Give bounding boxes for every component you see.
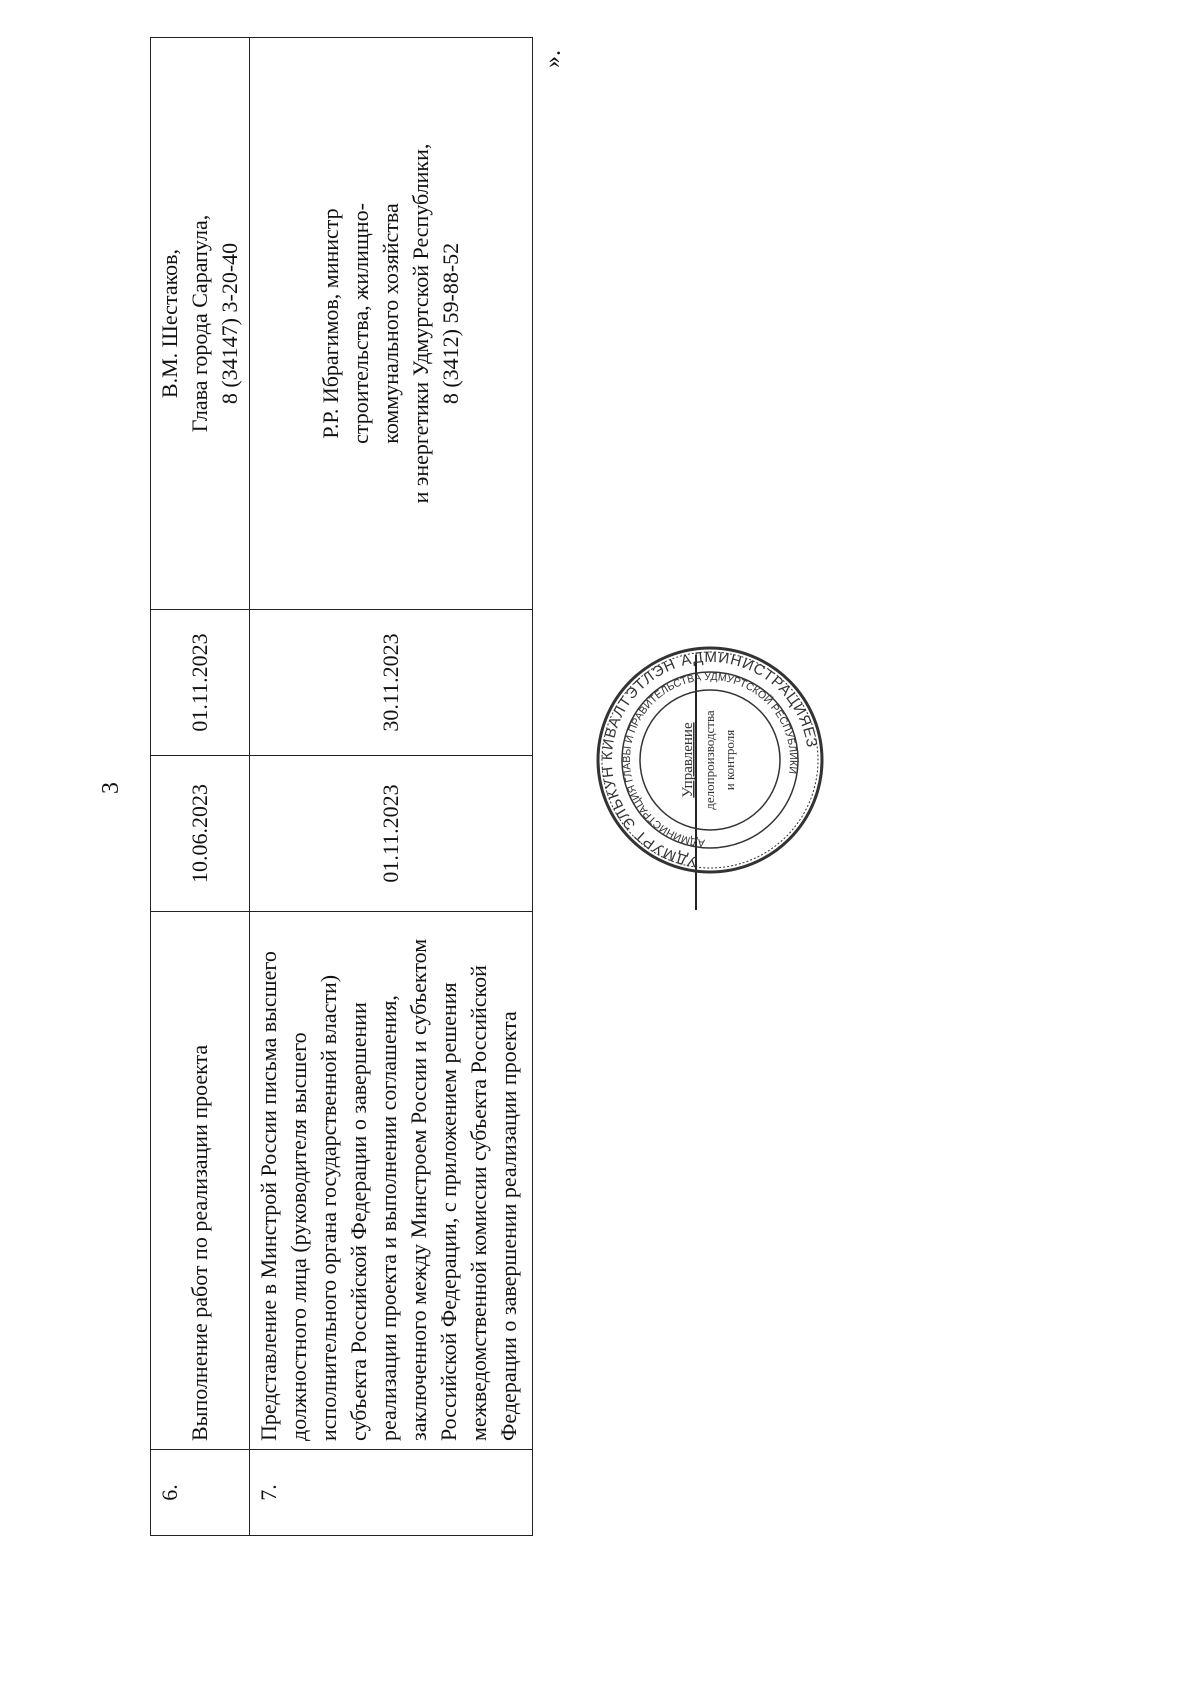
closing-quote: ». bbox=[540, 50, 566, 68]
start-date-cell bbox=[250, 756, 533, 912]
responsible-line: Р.Р. Ибрагимов, министр bbox=[318, 208, 343, 439]
task-cell bbox=[151, 912, 250, 1450]
task-line: Представление в Минстрой России письма высшего bbox=[256, 951, 281, 1441]
task-line: Российской Федерации, с приложением решения bbox=[436, 982, 461, 1441]
task-cell bbox=[250, 912, 533, 1450]
stamp-center-line: и контроля bbox=[722, 729, 737, 791]
task-line: должностного лица (руководителя высшего bbox=[286, 1032, 311, 1441]
stamp-outer-text: УДМУРТ ЭЛЬКУН КИВАЛТЭТЛЭН АДМИНИСТРАЦИЯЕЗ bbox=[598, 648, 821, 871]
official-stamp bbox=[590, 640, 830, 880]
responsible-line: 8 (3412) 59-88-52 bbox=[438, 242, 463, 405]
task-line: межведомственной комиссии субъекта Российской bbox=[466, 965, 491, 1441]
stamp-inner-text: АДМИНИСТРАЦИЯ ГЛАВЫ И ПРАВИТЕЛЬСТВА УДМУРТСКОЙ РЕСПУБЛИКИ bbox=[620, 670, 800, 849]
responsible-line: 8 (34147) 3-20-40 bbox=[217, 242, 242, 405]
start-date: 01.11.2023 bbox=[378, 784, 403, 883]
responsible-cell bbox=[151, 38, 250, 610]
end-date: 01.11.2023 bbox=[187, 633, 212, 732]
responsible-line: строительства, жилищно- bbox=[348, 203, 373, 444]
schedule-table-rotated bbox=[150, 38, 521, 1536]
task-text: Выполнение работ по реализации проекта bbox=[187, 1044, 212, 1441]
end-date-cell bbox=[250, 610, 533, 756]
responsible-line: и энергетики Удмуртской Республики, bbox=[408, 143, 433, 504]
task-line: Федерации о завершении реализации проекта bbox=[496, 1011, 521, 1441]
row-number-cell bbox=[250, 1450, 533, 1536]
end-date-cell bbox=[151, 610, 250, 756]
row-number: 6. bbox=[157, 1484, 182, 1501]
row-number: 7. bbox=[256, 1484, 281, 1501]
schedule-table bbox=[150, 37, 533, 1536]
table-row bbox=[151, 38, 250, 1536]
table-row bbox=[250, 38, 533, 1536]
stamp-center-line: делопроизводства bbox=[702, 710, 717, 810]
row-number-cell bbox=[151, 1450, 250, 1536]
start-date-cell bbox=[151, 756, 250, 912]
end-date: 30.11.2023 bbox=[378, 633, 403, 732]
page-number: 3 bbox=[98, 782, 124, 794]
task-line: заключенного между Минстроем России и субъектом bbox=[406, 938, 431, 1441]
task-line: реализации проекта и выполнении соглашения, bbox=[376, 995, 401, 1441]
responsible-cell bbox=[250, 38, 533, 610]
responsible-line: Глава города Сарапула, bbox=[187, 214, 212, 433]
responsible-line: В.М. Шестаков, bbox=[157, 248, 182, 399]
task-line: исполнительного органа государственной власти) bbox=[316, 974, 341, 1441]
start-date: 10.06.2023 bbox=[187, 784, 212, 883]
responsible-line: коммунального хозяйства bbox=[378, 203, 403, 444]
task-line: субъекта Российской Федерации о завершении bbox=[346, 1002, 371, 1441]
stamp-center-line: Управление bbox=[680, 722, 696, 798]
